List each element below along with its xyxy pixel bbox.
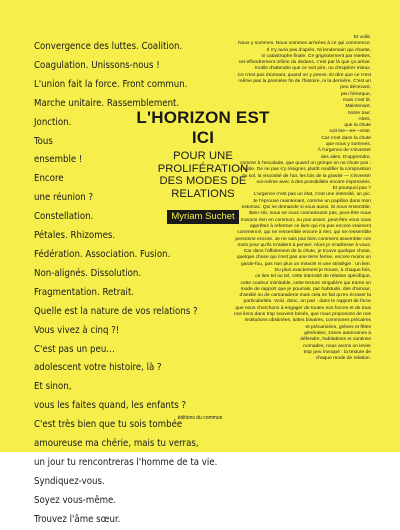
left-line: C'est très bien que tu sois tombée [34,419,183,431]
right-line: commencé, qui ne ressemble encore à rien, qui ne ressemble [237,230,371,236]
right-line: Ce n'est pas étonnant, quand on y pense. Et dire que ce n'est [237,72,371,78]
right-line: que nous cherchons à engager de toutes nos forces et de tous [235,305,371,311]
left-line: Fédération. Association. Fusion. [34,248,171,260]
left-line: L'union fait la force. Front commun. [34,78,188,90]
right-line: apprêtez à refermer ce livre qui n'a pas encore vraiment [249,223,371,229]
left-line: Vous vivez à cinq ?! [34,324,120,336]
right-line: peu décevant, [340,85,371,91]
left-line: vous les faites quand, les enfants ? [34,400,187,412]
right-line: nomades, nous avons un levier [303,343,371,349]
right-line: Car dans l'affolement de la chute, je trouve quelque chose, [243,249,371,255]
left-line: Encore [34,173,64,185]
right-line: estomac. Qui se demande si vous aussi. Si nous ensemble. [241,205,371,211]
left-line: Fragmentation. Retrait. [34,286,135,298]
left-line: Constellation. [34,211,94,223]
left-line: Non-alignés. Dissolution. [34,267,142,279]
right-line: mots pour qu'ils m'aident à penser. Alors je m'adresse à vous. [237,242,371,248]
right-line: nos liens dans trop souvent brisés, que nous proposons de nos [233,312,371,318]
left-line: un jour tu rencontreras l'homme de ta vie. [34,456,218,468]
right-line: et précarisées, grèves et fêtes [305,324,371,330]
left-line: Marche unitaire. Rassemblement. [34,97,180,109]
right-line: défendre, habitations et cantines [300,337,371,343]
left-line: ensemble ! [34,154,83,166]
left-line: Et sinon, [34,381,72,393]
right-line: ni catastrophe finale. Ce grignotement par miettes, [261,53,371,59]
right-line: Et pourquoi pas ? [332,186,371,192]
right-line: Inutile d'attendre que ce soit pire, ou d'espérer mieux. [254,66,371,72]
right-line: Car c'est dans la chute [321,135,371,141]
right-line: Il n'y aura pas d'après. Ni lendemain qui chante, [266,47,371,53]
right-line: cette couleur inimitable, cette texture singulière qui trame un [240,280,371,286]
right-line: générales, zones autonomes à [304,330,371,336]
left-line: Soyez vous-même. [34,494,117,506]
right-line: institutions obstinées, luttes binaires, communes précaires [244,318,371,324]
left-line: C'est pas un peu… [34,343,115,355]
right-line: Et voilà. [353,35,371,40]
right-line: ce lien tel ou tel, cette intensité de relation spécifique, [255,274,371,280]
right-line: on vole. De ne pas s'y résigner, plutôt modifier la composition [238,167,371,173]
right-line: mais c'est là. [342,97,371,103]
right-line: mode de rapport que je pourrais, par habitude, dire d'amour, [240,286,371,292]
right-line: Notre tour. [348,110,371,116]
right-line: des ailes. D'apprendre, [320,154,371,160]
left-line: une réunion ? [34,192,94,204]
right-line: cet effondrement infime du dedans, c'est par là que ça arrive. [238,60,371,66]
right-line: trop peu invoqué : la texture de [303,349,371,355]
left-line: Coagulation. Unissons-nous ! [34,59,160,71]
left-line: Trouvez l'âme sœur. [34,513,121,525]
right-line: Je l'éprouve maintenant, comme un papillon dans mon [252,198,371,204]
right-line: du sol, la viscosité de l'air, les lois de la gravité — s'inventer [241,173,371,179]
right-line: que la chute [344,123,371,129]
right-line: chaque mode de relation. [315,356,371,362]
right-line: quelque chose qui n'est pas une terre ferme, encore moins un [236,255,371,261]
right-line: Nous y sommes. Nous sommes arrivées à ce qui commence. [238,41,371,47]
right-line: Bien sûr, nous ne nous connaissons pas, peut-être nous [249,211,371,217]
right-line: particularités. Voici, donc, un pari : dans le rapport de force [243,299,371,305]
publisher-name: éditions du commun [177,415,223,421]
right-line: comme à l'escalade, que quand on grimpe on ne chute pas : [240,160,371,166]
author-name: Myriam Suchet [167,210,238,224]
right-line: À l'urgence de s'inventer [317,148,371,154]
right-line: personne encore. Je ne sais pas bien comment assembler ces [235,236,371,242]
right-line: peu héroïque, [340,91,371,97]
left-line: adolescent votre histoire, là ? [34,362,162,374]
left-line: Jonction. [34,116,72,128]
left-line: Convergence des luttes. Coalition. [34,41,183,52]
right-line: d'amitié ou de camaraderie mais cela ne fait qu'en écraser la [239,293,371,299]
left-line: amoureuse ma chérie, mais tu verras, [34,438,199,450]
left-line: Pétales. Rhizomes. [34,230,116,242]
right-prose-text [121,35,371,362]
right-line: soi-même avec à des possibilités encore impensées. [256,179,371,185]
right-line: garde-fou, pas non plus un miracle ni une stratégie : un lien. [241,261,371,267]
right-line: Du plus exactement je trouve, à chaque fois, [274,267,371,273]
subtitle-line-2: DES MODES DE RELATIONS [159,175,247,200]
right-line: L'urgence n'est pas un état, c'est une intensité, un pic. [253,192,371,198]
left-line: Quelle est la nature de vos relations ? [34,305,198,317]
right-line: même pas la première fin de l'histoire, ni la dernière. C'est un [238,79,371,85]
right-line: Maintenant. [345,104,371,110]
right-line: n'avons rien en commun, ou pas assez, peut-être vous vous [240,217,371,223]
right-line: Alors, [358,116,371,122]
left-line: Syndiquez-vous. [34,475,105,487]
right-line: que nous y sommes. [325,142,371,148]
right-line: soit lee—ee—ente. [329,129,371,135]
left-line: Tous [34,135,53,147]
subtitle-line-1: POUR UNE PROLIFÉRATION [157,150,249,175]
book-title: L'HORIZON EST ICI [136,108,270,147]
